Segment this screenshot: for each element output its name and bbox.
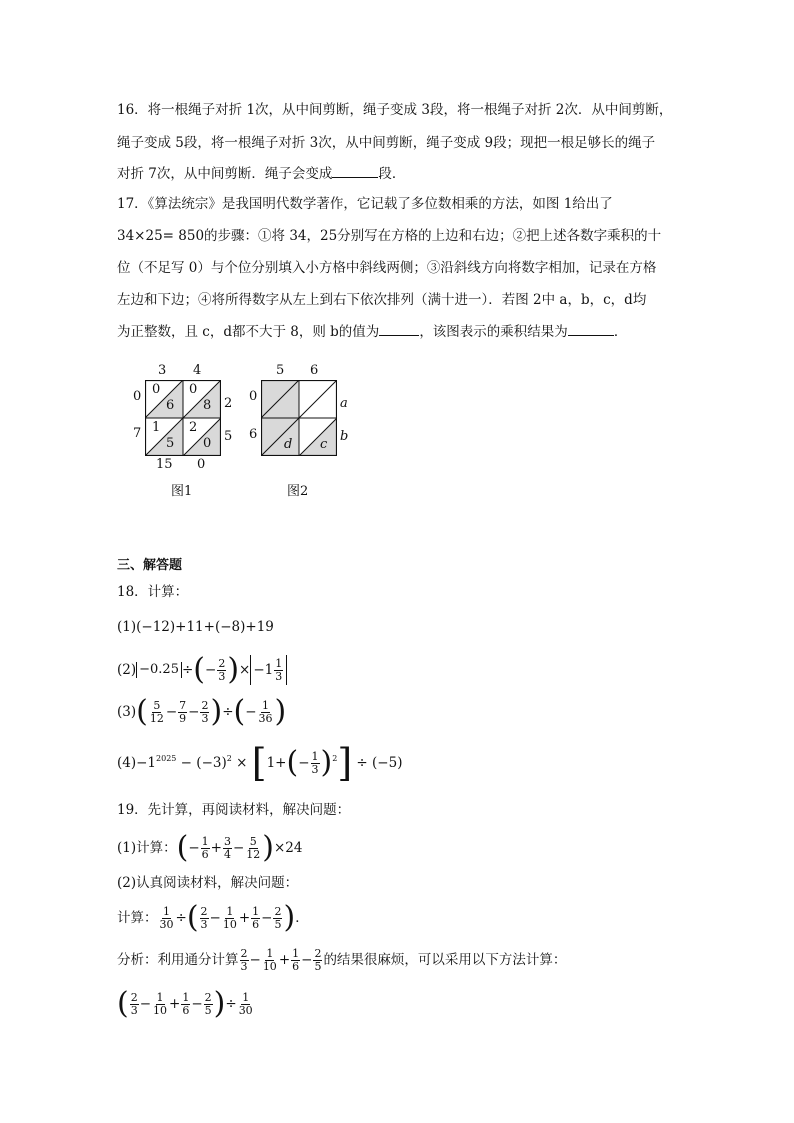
fig1-bottom-1: 15 xyxy=(156,457,173,472)
q18-part-4-label: (4) xyxy=(117,755,137,771)
q17-b-blank[interactable] xyxy=(379,321,419,336)
fig1-cell-3-up: 1 xyxy=(152,420,161,435)
q16-line-3 xyxy=(117,163,405,184)
q17-line-5-text: 为正整数，且 c，d都不大于 8，则 b的值为 xyxy=(117,324,380,340)
section-heading: 三、解答题 xyxy=(117,558,183,573)
q18-title: 18．计算： xyxy=(117,584,189,600)
fig1-cell-1-down: 6 xyxy=(166,398,175,413)
q18-part-3-label: (3) xyxy=(117,704,137,720)
q17-line-3: 位（不足写 0）与个位分别填入小方格中斜线两侧；③沿斜线方向将数字相加，记录在方格 xyxy=(117,260,657,276)
fig2-left-1: 0 xyxy=(249,389,258,404)
fig1-cell-2-up: 0 xyxy=(189,382,198,397)
q19-calc: 计算： $\frac{1}{30}$ ÷ ( $\frac{2}{3}$ − $\frac{1}{10}$ + $\frac{1}{6}$ − $\frac{2}{5}$ ) ． xyxy=(117,900,309,935)
fig2-top-1: 5 xyxy=(276,363,285,378)
q16-answer-blank[interactable] xyxy=(332,163,378,178)
fig2-cell-d: d xyxy=(284,437,293,452)
fig1-cell-1-up: 0 xyxy=(152,382,161,397)
q17-line-5 xyxy=(117,321,627,342)
q18-part-4: (4) −1 2025 − (−3) 2 × [ 1+ ( − $\frac{1}{3}$ ) 2 ] ÷ (−5) xyxy=(117,741,403,785)
fig2-top-2: 6 xyxy=(310,363,319,378)
fig1-right-1: 2 xyxy=(224,396,233,411)
q17-line-1: 17．《算法统宗》是我国明代数学著作，它记载了多位数相乘的方法，如图 1给出了 xyxy=(117,196,613,212)
q19-title: 19．先计算，再阅读材料，解决问题： xyxy=(117,802,351,818)
q18-part-2-label: (2) xyxy=(117,662,137,678)
q17-line-2: 34×25= 850的步骤：①将 34，25分别写在方格的上边和右边；②把上述各数字乘积的十 xyxy=(117,228,662,244)
q19-calc-label: 计算： xyxy=(117,910,158,926)
fig1-cell-3-down: 5 xyxy=(166,436,175,451)
q17-line-5-mid: ，该图表示的乘积结果为 xyxy=(419,324,568,340)
fig1-left-1: 0 xyxy=(133,389,142,404)
q19-analysis-text-end: 的结果很麻烦，可以采用以下方法计算： xyxy=(323,952,567,968)
fig1-top-1: 3 xyxy=(158,363,167,378)
q19-part-1: (1)计算： ( − $\frac{1}{6}$ + $\frac{3}{4}$ − $\frac{5}{12}$ ) ×24 xyxy=(117,830,303,865)
fig2-left-2: 6 xyxy=(249,427,258,442)
fig2-cell-c: c xyxy=(320,437,328,452)
q18-part-2: (2) −0.25 ÷ ( − $\frac{2}{3}$ ) × −1 $\frac{1}{3}$ xyxy=(117,652,287,688)
q16-line-1: 16．将一根绳子对折 1次，从中间剪断，绳子变成 3段，将一根绳子对折 2次．从中间剪断， xyxy=(117,102,673,118)
q18-part-3: (3) ( $\frac{5}{12}$ − $\frac{7}{9}$ − $\frac{2}{3}$ ) ÷ ( − $\frac{1}{36}$ ) xyxy=(117,694,287,729)
fig1-top-2: 4 xyxy=(193,363,202,378)
fig1-cell-4-up: 2 xyxy=(189,420,198,435)
q16-line-3-end: 段． xyxy=(378,166,406,182)
q19-method: ( $\frac{2}{3}$ − $\frac{1}{10}$ + $\frac{1}{6}$ − $\frac{2}{5}$ ) ÷ $\frac{1}{30}$ xyxy=(117,986,253,1021)
q18-part-1: (1)(−12)+11+(−8)+19 xyxy=(117,619,274,635)
fig2-right-b: b xyxy=(340,429,349,444)
fig1-cell-2-down: 8 xyxy=(203,398,212,413)
fig1-left-2: 7 xyxy=(133,426,142,441)
fig1-right-2: 5 xyxy=(224,429,233,444)
q17-product-blank[interactable] xyxy=(568,321,614,336)
q19-part-1-label: (1)计算： xyxy=(117,840,177,856)
q17-line-4: 左边和下边；④将所得数字从左上到右下依次排列（满十进一）．若图 2中 a，b，c，d均 xyxy=(117,292,647,308)
q17-line-5-end: ． xyxy=(613,324,628,340)
q19-analysis-text: 分析：利用通分计算 xyxy=(117,952,239,968)
fig1-bottom-2: 0 xyxy=(197,457,206,472)
q16-line-2: 绳子变成 5段，将一根绳子对折 3次，从中间剪断，绳子变成 9段；现把一根足够长的绳子 xyxy=(117,135,656,151)
q19-part-2: (2)认真阅读材料，解决问题： xyxy=(117,875,299,891)
fig1-cell-4-down: 0 xyxy=(203,436,212,451)
q19-analysis: 分析：利用通分计算 $\frac{2}{3}$ − $\frac{1}{10}$ + $\frac{1}{6}$ − $\frac{2}{5}$ 的结果很麻烦，可以采用以下方法计算： xyxy=(117,946,567,973)
fig2-caption: 图2 xyxy=(287,484,309,499)
fig1-caption: 图1 xyxy=(171,484,193,499)
fig2-right-a: a xyxy=(340,396,348,411)
q16-line-3-text: 对折 7次，从中间剪断．绳子会变成 xyxy=(117,166,333,182)
